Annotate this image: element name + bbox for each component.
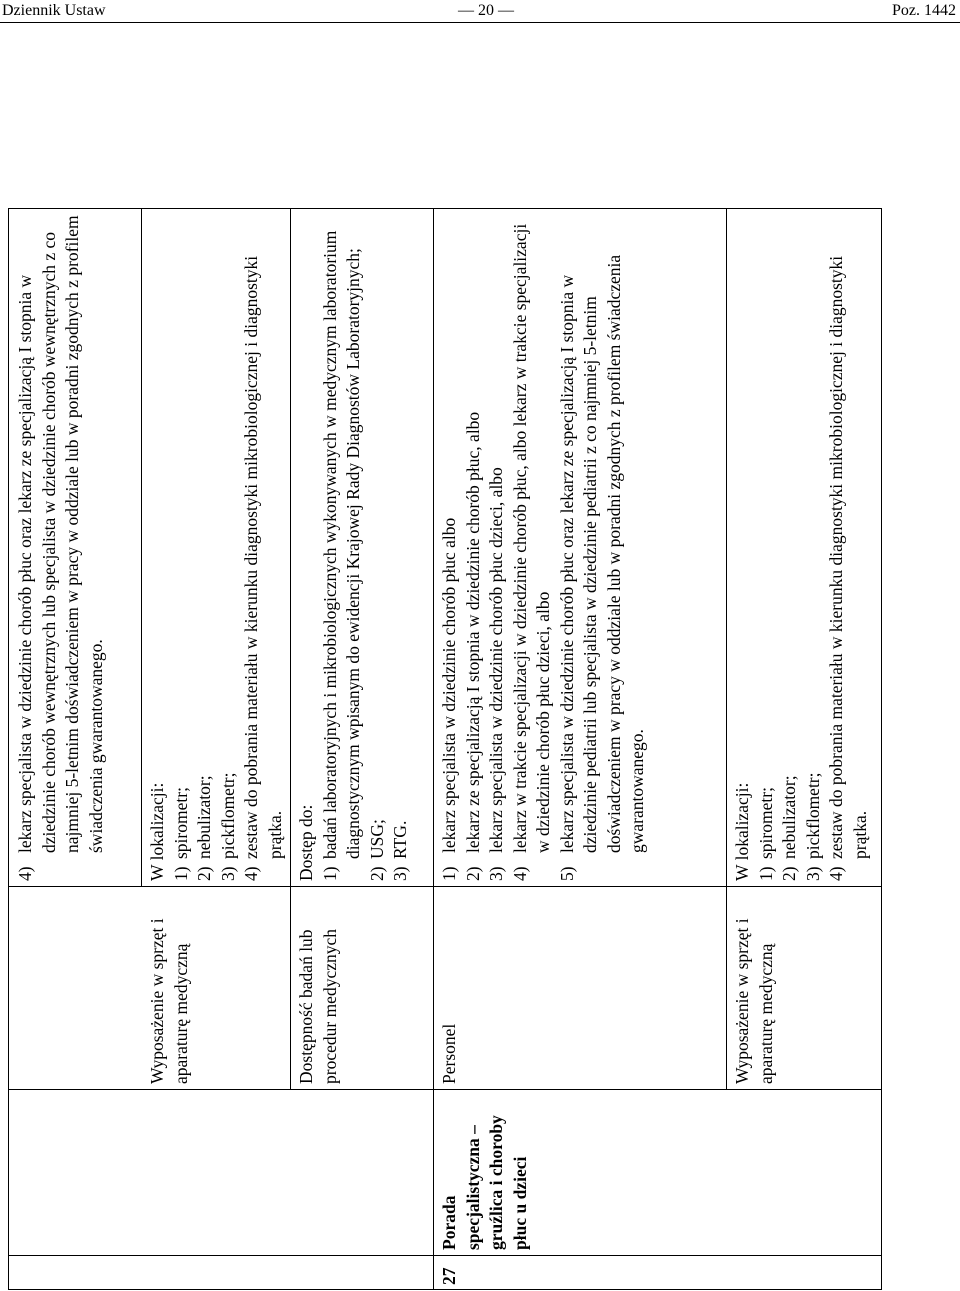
list-item [825, 214, 872, 881]
item-number: 4) [826, 866, 846, 881]
access-label-cell [295, 887, 342, 1090]
list-item [556, 214, 650, 881]
list-item [319, 214, 366, 881]
item-text: badań laboratoryjnych i mikrobiologicznych wykonywanych w medycznym laboratorium diagnostycznym wpisanym do ewidencji Krajowej Rady Diagnostów Laboratoryjnych; [319, 230, 363, 859]
item-text: lekarz w trakcie specjalizacji w dziedzinie chorób płuc, albo lekarz w trakcie specjalizacji w dziedzinie chorób płuc dzieci, albo [509, 223, 553, 853]
list-item [438, 214, 462, 881]
item-number: 2) [462, 866, 483, 881]
service-name: Porada specjalistyczna – gruźlica i choroby płuc u dzieci [439, 1115, 530, 1250]
row-divider-4 [726, 208, 727, 1090]
service-table [8, 208, 882, 1290]
item-text: pickflometr; [802, 772, 823, 859]
item-text: zestaw do pobrania materiału w kierunku diagnostyki mikrobiologicznej i diagnostyki prątka. [826, 255, 870, 859]
item-number: 2) [779, 866, 799, 881]
item-number: 2) [366, 866, 387, 881]
item-text: lekarz specjalista w dziedzinie chorób płuc oraz lekarz ze specjalizacją I stopnia w dziedzinie pediatrii lub specjalista w dziedzinie pediatrii z co najmniej 5-letnim doświadczeniem w pracy w oddziale lub w poradni zgodnych z profilem świadczenia gwarantowanego. [556, 254, 647, 853]
list-item [462, 214, 486, 881]
access-intro: Dostęp do: [296, 804, 316, 881]
equipment2-intro: W lokalizacji: [732, 782, 752, 881]
page-number: — 20 — [458, 2, 514, 19]
item-number: 3) [486, 866, 506, 881]
prev-staff-cell [14, 208, 108, 887]
item-text: RTG. [390, 820, 410, 859]
list-item [755, 214, 779, 881]
position-number: Poz. 1442 [892, 2, 956, 19]
list-item [170, 214, 194, 881]
equipment2-label: Wyposażenie w sprzęt i aparaturę medyczną [732, 918, 776, 1084]
item-number: 1) [439, 866, 459, 881]
item-text: nebulizator; [779, 775, 799, 859]
list-item [193, 214, 217, 881]
row-divider-2 [290, 208, 291, 1090]
item-number: 3) [217, 866, 238, 881]
rotated-table-wrapper [8, 208, 882, 1290]
item-text: zestaw do pobrania materiału w kierunku diagnostyki mikrobiologicznej i diagnostyki prątka. [241, 255, 285, 859]
staff-label-cell [438, 887, 462, 1090]
list-item [778, 214, 802, 881]
item-text: nebulizator; [194, 775, 214, 859]
equipment2-label-cell [731, 887, 778, 1090]
equipment2-content-cell [731, 208, 872, 887]
item-text: USG; [366, 819, 387, 859]
item-number: 3) [390, 866, 410, 881]
list-item [485, 214, 509, 881]
item-text: pickflometr; [217, 772, 238, 859]
access-content-cell [295, 208, 413, 887]
list-item [802, 214, 826, 881]
equipment-intro: W lokalizacji: [147, 782, 167, 881]
list-item [389, 214, 413, 881]
item-number: 5) [556, 866, 577, 881]
item-number: 4) [509, 866, 530, 881]
item-number: 1) [319, 866, 340, 881]
list-item [14, 214, 108, 881]
item-number: 4) [241, 866, 261, 881]
equipment-label: Wyposażenie w sprzęt i aparaturę medyczną [147, 918, 191, 1084]
staff-label: Personel [439, 1023, 459, 1084]
item-text: lekarz specjalista w dziedzinie chorób płuc oraz lekarz ze specjalizacją I stopnia w dziedzinie chorób wewnętrznych lub specjalista w dziedzinie chorób wewnętrznych z co najmniej 5-letnim doświadczeniem w pracy w oddziale lub w poradni zgodnych z profilem świadczenia gwarantowanego. [15, 215, 106, 853]
row-divider-3 [433, 208, 434, 1290]
item-number: 4) [15, 866, 35, 881]
equipment-content-cell [146, 208, 287, 887]
row-number: 27 [439, 1267, 459, 1285]
item-number: 1) [755, 866, 776, 881]
list-item [366, 214, 390, 881]
item-number: 2) [194, 866, 214, 881]
item-text: lekarz ze specjalizacją I stopnia w dziedzinie chorób płuc, albo [462, 411, 483, 853]
item-text: lekarz specjalista w dziedzinie chorób płuc albo [439, 517, 459, 853]
item-text: lekarz specjalista w dziedzinie chorób płuc dzieci, albo [486, 467, 506, 853]
item-text: spirometr; [755, 787, 776, 859]
staff-content-cell [438, 208, 650, 887]
item-number: 3) [802, 866, 823, 881]
item-number: 1) [170, 866, 191, 881]
list-item [217, 214, 241, 881]
list-item [240, 214, 287, 881]
page-header [0, 0, 960, 22]
item-text: spirometr; [170, 787, 191, 859]
list-item [509, 214, 556, 881]
row-divider-1 [141, 208, 142, 887]
access-label: Dostępność badań lub procedur medycznych [296, 929, 340, 1084]
journal-title: Dziennik Ustaw [2, 2, 106, 19]
equipment-label-cell [146, 887, 193, 1090]
header-rule [0, 22, 960, 23]
